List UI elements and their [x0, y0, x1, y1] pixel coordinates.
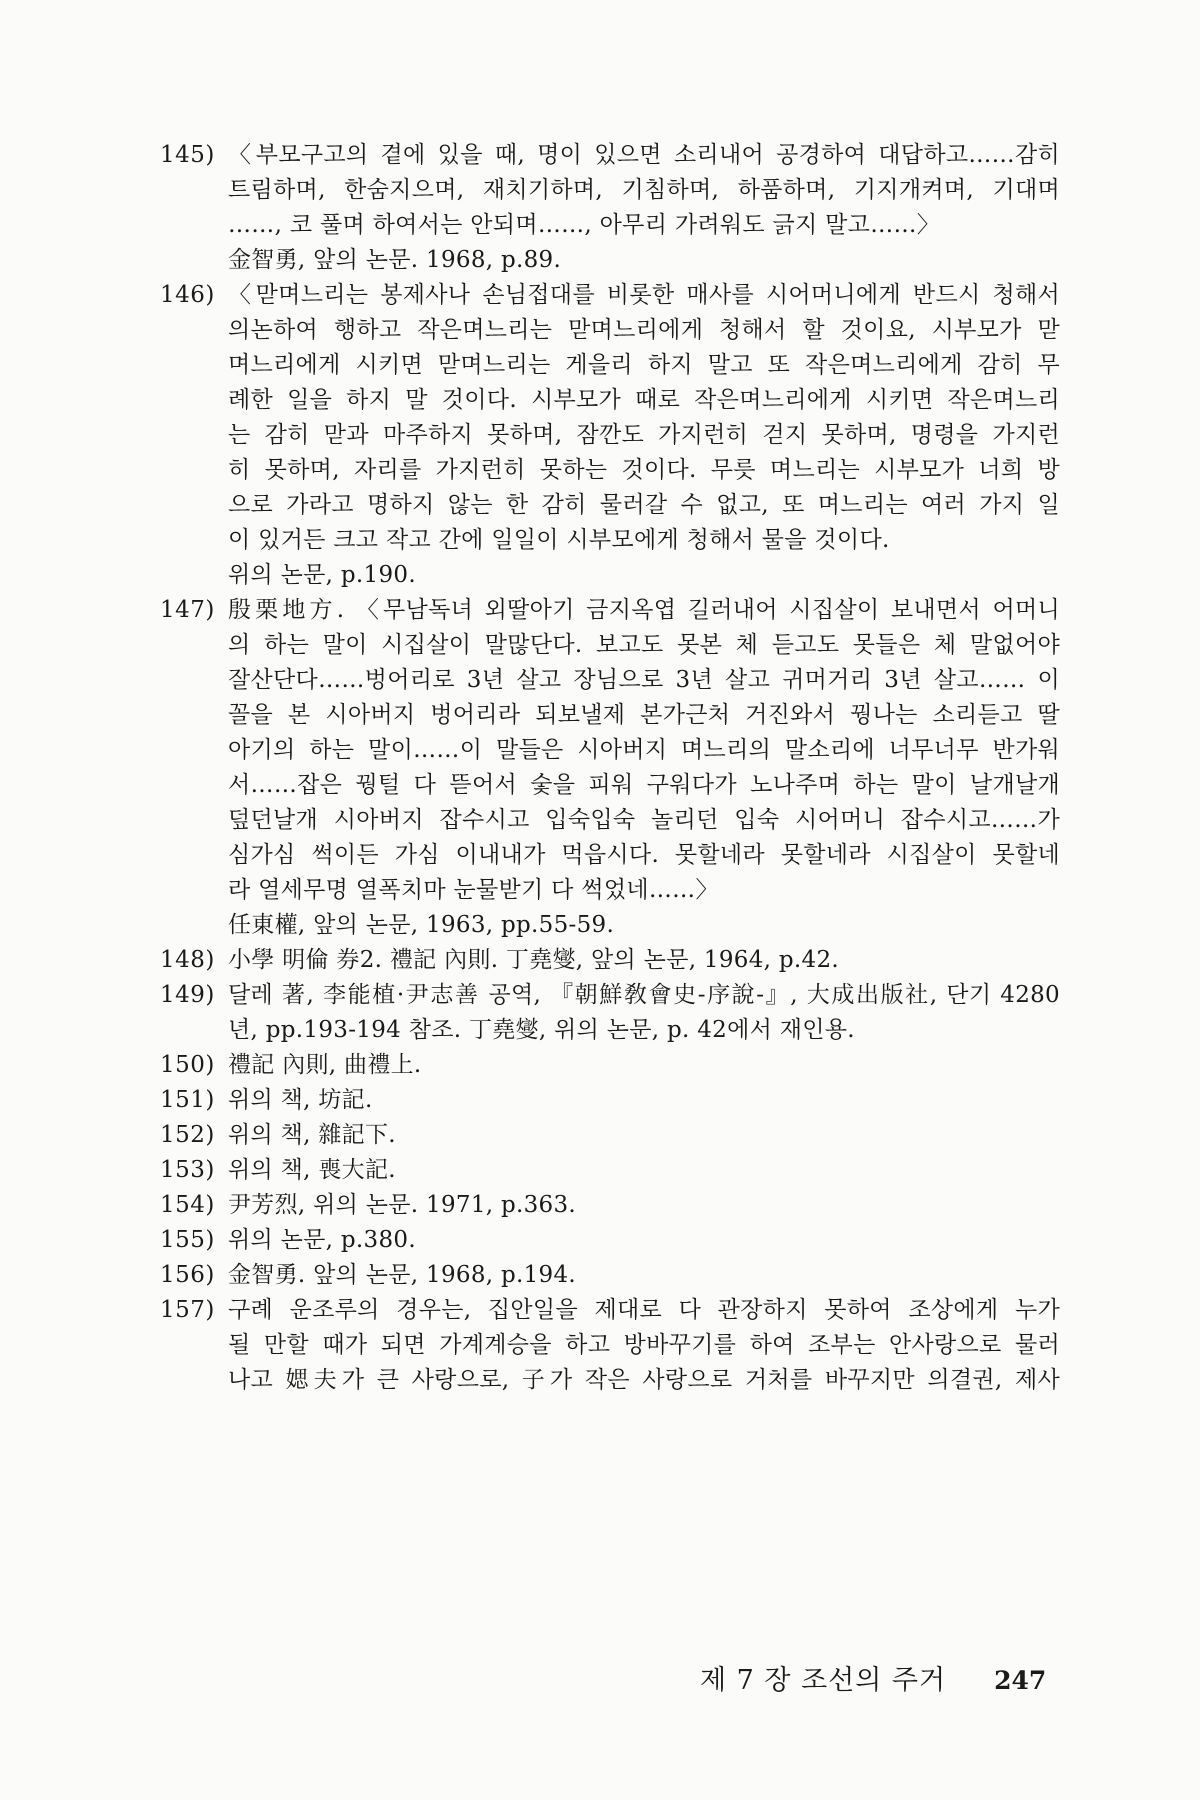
footnote-line: 잘산단다……벙어리로 3년 살고 장님으로 3년 살고 귀머거리 3년 살고…… 이 [228, 667, 1060, 693]
footnotes [160, 138, 1060, 1398]
footnote-citation: 小學 明倫 券2. 禮記 內則. 丁堯燮, 앞의 논문, 1964, p.42. [228, 947, 840, 973]
footnote-citation: 尹芳烈, 위의 논문. 1971, p.363. [228, 1192, 577, 1218]
footnote-number: 152) [160, 1122, 215, 1148]
footnote-153 [160, 1153, 1060, 1188]
footnote-line: 의 하는 말이 시집살이 말많단다. 보고도 못본 체 듣고도 못들은 체 말없어야 [228, 632, 1060, 658]
footnote-line: 나고 媤夫가 큰 사랑으로, 子가 작은 사랑으로 거처를 바꾸지만 의결권, 제사 [228, 1367, 1060, 1393]
footnote-text [228, 1083, 1060, 1118]
footnote-line: 달레 著, 李能植·尹志善 공역, 『朝鮮敎會史-序說-』, 大成出版社, 단기 4280 [228, 982, 1060, 1008]
footnote-number: 148) [160, 947, 215, 973]
footnote-text [228, 278, 1060, 593]
footnote-number: 149) [160, 982, 215, 1008]
footnote-line: 년, pp.193-194 참조. 丁堯燮, 위의 논문, p. 42에서 재인용. [228, 1017, 855, 1043]
footnote-152 [160, 1118, 1060, 1153]
footnote-line: 될 만할 때가 되면 가계계승을 하고 방바꾸기를 하여 조부는 안사랑으로 물러 [228, 1332, 1060, 1358]
footnote-text [228, 1293, 1060, 1398]
footnote-line: 〈맏며느리는 봉제사나 손님접대를 비롯한 매사를 시어머니에게 반드시 청해서 [228, 282, 1060, 308]
footnote-line: 심가심 썩이든 가심 이내내가 먹읍시다. 못할네라 못할네라 시집살이 못할네 [228, 842, 1060, 868]
footnote-155 [160, 1223, 1060, 1258]
footnote-line: 덮던날개 시아버지 잡수시고 입숙입숙 놀리던 입숙 시어머니 잡수시고……가 [228, 807, 1060, 833]
footnote-154 [160, 1188, 1060, 1223]
footnote-number: 155) [160, 1227, 215, 1253]
page-number: 247 [994, 1666, 1047, 1695]
footnote-citation: 金智勇. 앞의 논문, 1968, p.194. [228, 1262, 577, 1288]
footnote-text [228, 978, 1060, 1048]
footnote-citation: 金智勇, 앞의 논문. 1968, p.89. [228, 247, 562, 273]
footnote-text [228, 593, 1060, 943]
footnote-146 [160, 278, 1060, 593]
footnote-text [228, 1153, 1060, 1188]
footnote-line: 라 열세무명 열폭치마 눈물받기 다 썩었네……〉 [228, 877, 719, 903]
footnote-line: 구례 운조루의 경우는, 집안일을 제대로 다 관장하지 못하여 조상에게 누가 [228, 1297, 1060, 1323]
footnote-text [228, 1223, 1060, 1258]
footnote-157 [160, 1293, 1060, 1398]
footnote-text [228, 1258, 1060, 1293]
footnote-line: 례한 일을 하지 말 것이다. 시부모가 때로 작은며느리에게 시키면 작은며느리 [228, 387, 1060, 413]
footnote-150 [160, 1048, 1060, 1083]
footnote-text [228, 1188, 1060, 1223]
footnote-line: 殷栗地方. 〈무남독녀 외딸아기 금지옥엽 길러내어 시집살이 보내면서 어머니 [228, 597, 1060, 623]
footnote-number: 151) [160, 1087, 215, 1113]
footnote-text [228, 1048, 1060, 1083]
footnote-number: 147) [160, 597, 215, 623]
footnote-line: 트림하며, 한숨지으며, 재치기하며, 기침하며, 하품하며, 기지개켜며, 기대며 [228, 177, 1060, 203]
chapter-title: 제 7 장 조선의 주거 [700, 1665, 947, 1696]
page-footer [700, 1658, 1060, 1698]
footnote-number: 156) [160, 1262, 215, 1288]
footnote-number: 154) [160, 1192, 215, 1218]
footnote-number: 145) [160, 142, 215, 168]
footnote-number: 157) [160, 1297, 215, 1323]
footnote-line: ……, 코 풀며 하여서는 안되며……, 아무리 가려워도 긁지 말고……〉 [228, 212, 941, 238]
footnote-citation: 위의 논문, p.190. [228, 562, 416, 588]
footnote-number: 153) [160, 1157, 215, 1183]
footnote-line: 며느리에게 시키면 맏며느리는 게을리 하지 말고 또 작은며느리에게 감히 무 [228, 352, 1060, 378]
footnote-citation: 任東權, 앞의 논문, 1963, pp.55-59. [228, 912, 615, 938]
footnote-text [228, 1118, 1060, 1153]
footnote-147 [160, 593, 1060, 943]
footnote-line: 이 있거든 크고 작고 간에 일일이 시부모에게 청해서 물을 것이다. [228, 527, 890, 553]
footnote-number: 150) [160, 1052, 215, 1078]
footnote-149 [160, 978, 1060, 1048]
footnote-line: 아기의 하는 말이……이 말들은 시아버지 며느리의 말소리에 너무너무 반가워 [228, 737, 1060, 763]
footnote-text [228, 138, 1060, 278]
footnote-citation: 위의 책, 雜記下. [228, 1122, 396, 1148]
footnote-text [228, 943, 1060, 978]
footnote-citation: 위의 책, 坊記. [228, 1087, 373, 1113]
footnote-line: 꼴을 본 시아버지 벙어리라 되보낼제 본가근처 거진와서 꿩나는 소리듣고 딸 [228, 702, 1060, 728]
footnote-line: 히 못하며, 자리를 가지런히 못하는 것이다. 무릇 며느리는 시부모가 너희 방 [228, 457, 1060, 483]
footnote-line: 〈부모구고의 곁에 있을 때, 명이 있으면 소리내어 공경하여 대답하고……감히 [228, 142, 1060, 168]
footnote-156 [160, 1258, 1060, 1293]
footnote-line: 서……잡은 꿩털 다 뜯어서 숯을 피워 구워다가 노나주며 하는 말이 날개날개 [228, 772, 1060, 798]
footnote-line: 으로 가라고 명하지 않는 한 감히 물러갈 수 없고, 또 며느리는 여러 가지 일 [228, 492, 1060, 518]
footnote-148 [160, 943, 1060, 978]
footnote-145 [160, 138, 1060, 278]
footnote-line: 는 감히 맏과 마주하지 못하며, 잠깐도 가지런히 걷지 못하며, 명령을 가지런 [228, 422, 1060, 448]
footnote-151 [160, 1083, 1060, 1118]
footnote-citation: 위의 책, 喪大記. [228, 1157, 396, 1183]
footnote-citation: 위의 논문, p.380. [228, 1227, 416, 1253]
footnote-number: 146) [160, 282, 215, 308]
footnote-line: 의논하여 행하고 작은며느리는 맏며느리에게 청해서 할 것이요, 시부모가 맏 [228, 317, 1060, 343]
footnote-citation: 禮記 內則, 曲禮上. [228, 1052, 422, 1078]
